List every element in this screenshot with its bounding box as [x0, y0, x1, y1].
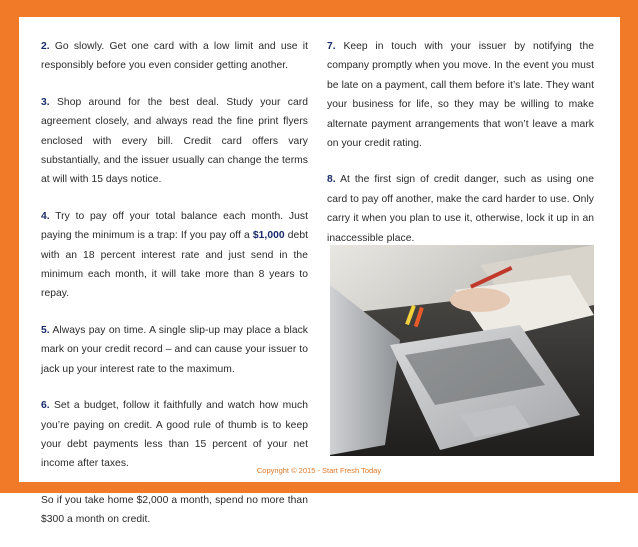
tip-2: [41, 37, 308, 76]
tip-number: 7.: [327, 41, 336, 52]
tip-text: Shop around for the best deal. Study your card agreement closely, and always read the fine print flyers enclosed with every bill. Credit card offers vary substantially, and the issuer usually can change the terms at will with 15 days notice.: [41, 96, 308, 186]
laptop-photo-illustration: [330, 245, 594, 456]
tip-8: [327, 170, 594, 248]
tip-text: Try to pay off your total balance each month. Just paying the minimum is a trap: If you pay off a: [41, 210, 308, 242]
closing-paragraph: So if you take home $2,000 a month, spend no more than $300 a month on credit.: [41, 494, 308, 526]
tip-5: [41, 321, 308, 379]
tip-number: 4.: [41, 210, 50, 222]
tip-6: [41, 396, 308, 474]
tip-number: 6.: [41, 400, 50, 412]
tip-text: Set a budget, follow it faithfully and watch how much you’re paying on credit. A good rule of thumb is to keep your debt payments less than 15 percent of your net income after taxes.: [41, 400, 308, 470]
tip-4: [41, 207, 308, 304]
tip-text: Keep in touch with your issuer by notifying the company promptly when you move. In the event you must be late on a payment, call them before it’s late. They want your business for life, so they may be willing to make alternate payment arrangements that won’t leave a mark on your credit rating.: [327, 41, 594, 150]
tip-7: [327, 37, 594, 153]
tip-number: 5.: [41, 324, 50, 336]
tip-number: 2.: [41, 41, 50, 52]
tip-text: Go slowly. Get one card with a low limit and use it responsibly before you even consider getting another.: [41, 41, 308, 72]
highlight-amount: $1,000: [252, 230, 285, 242]
right-column: [327, 37, 594, 265]
tip-text: debt with an 18 percent interest rate and just send in the minimum each month, it will take more than 8 years to repay.: [41, 230, 309, 300]
tip-number: 3.: [41, 96, 50, 108]
tip-text: Always pay on time. A single slip-up may place a black mark on your credit record – and can cause your issuer to jack up your interest rate to the maximum.: [41, 324, 308, 375]
laptop-photo: [330, 245, 594, 456]
tip-3: [41, 93, 308, 190]
tip-number: 8.: [327, 174, 336, 186]
copyright-footer: Copyright © 2015 - Start Fresh Today: [256, 466, 382, 475]
tip-text: At the first sign of credit danger, such as using one card to pay off another, make the card harder to use. Only carry it when you plan to use it, otherwise, lock it up in an inaccessible place.: [327, 174, 594, 244]
